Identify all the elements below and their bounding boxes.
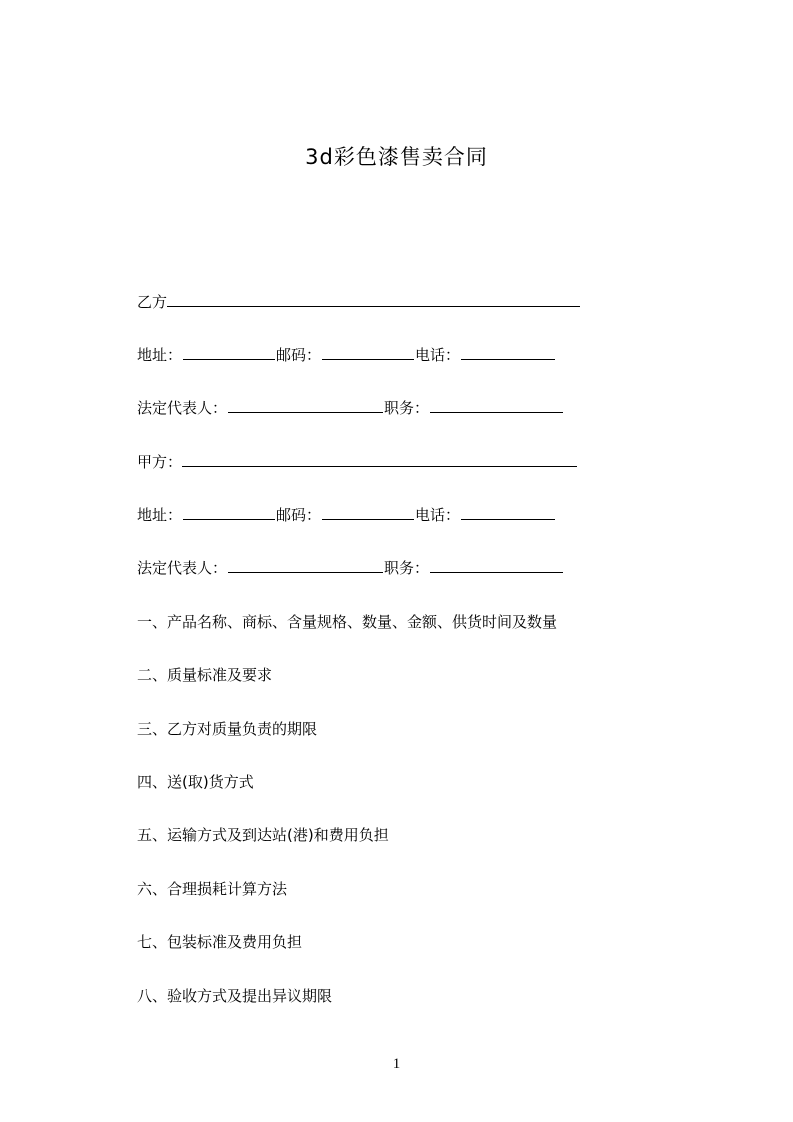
party-a-phone-blank[interactable] [461, 505, 555, 520]
party-b-blank[interactable] [167, 292, 580, 307]
section-heading: 五、运输方式及到达站(港)和费用负担 [137, 826, 389, 844]
party-a-rep-blank[interactable] [228, 558, 383, 573]
party-b-phone-label: 电话： [415, 346, 461, 364]
party-b-address-blank[interactable] [183, 345, 275, 360]
party-b-phone-blank[interactable] [461, 345, 555, 360]
party-a-phone-label: 电话： [415, 506, 461, 524]
section-heading: 七、包装标准及费用负担 [137, 933, 303, 951]
party-b-rep-blank[interactable] [228, 398, 383, 413]
party-b-rep-label: 法定代表人： [137, 399, 228, 417]
section-heading: 八、验收方式及提出异议期限 [137, 987, 333, 1005]
page-number: 1 [392, 1056, 401, 1072]
party-a-contact-line [137, 505, 556, 525]
party-a-postcode-label: 邮码： [276, 506, 322, 524]
party-a-address-blank[interactable] [183, 505, 275, 520]
party-b-label: 乙方 [137, 293, 168, 311]
party-b-postcode-label: 邮码： [276, 346, 322, 364]
party-b-position-blank[interactable] [430, 398, 563, 413]
party-b-line [137, 292, 581, 312]
party-b-postcode-blank[interactable] [322, 345, 414, 360]
party-a-line [137, 452, 578, 472]
section-heading: 二、质量标准及要求 [137, 666, 273, 684]
party-b-position-label: 职务： [384, 399, 430, 417]
party-b-contact-line [137, 345, 556, 365]
document-title: 3d彩色漆售卖合同 [305, 145, 488, 169]
party-a-postcode-blank[interactable] [322, 505, 414, 520]
party-b-rep-line [137, 398, 564, 418]
section-heading: 三、乙方对质量负责的期限 [137, 720, 318, 738]
party-b-address-label: 地址： [137, 346, 183, 364]
section-heading: 四、送(取)货方式 [137, 773, 254, 791]
party-a-address-label: 地址： [137, 506, 183, 524]
party-a-rep-line [137, 558, 564, 578]
party-a-rep-label: 法定代表人： [137, 559, 228, 577]
section-heading: 六、合理损耗计算方法 [137, 880, 288, 898]
party-a-blank[interactable] [182, 452, 577, 467]
party-a-position-label: 职务： [384, 559, 430, 577]
party-a-position-blank[interactable] [430, 558, 563, 573]
section-heading: 一、产品名称、商标、含量规格、数量、金额、供货时间及数量 [137, 613, 558, 631]
party-a-label: 甲方： [137, 453, 183, 471]
